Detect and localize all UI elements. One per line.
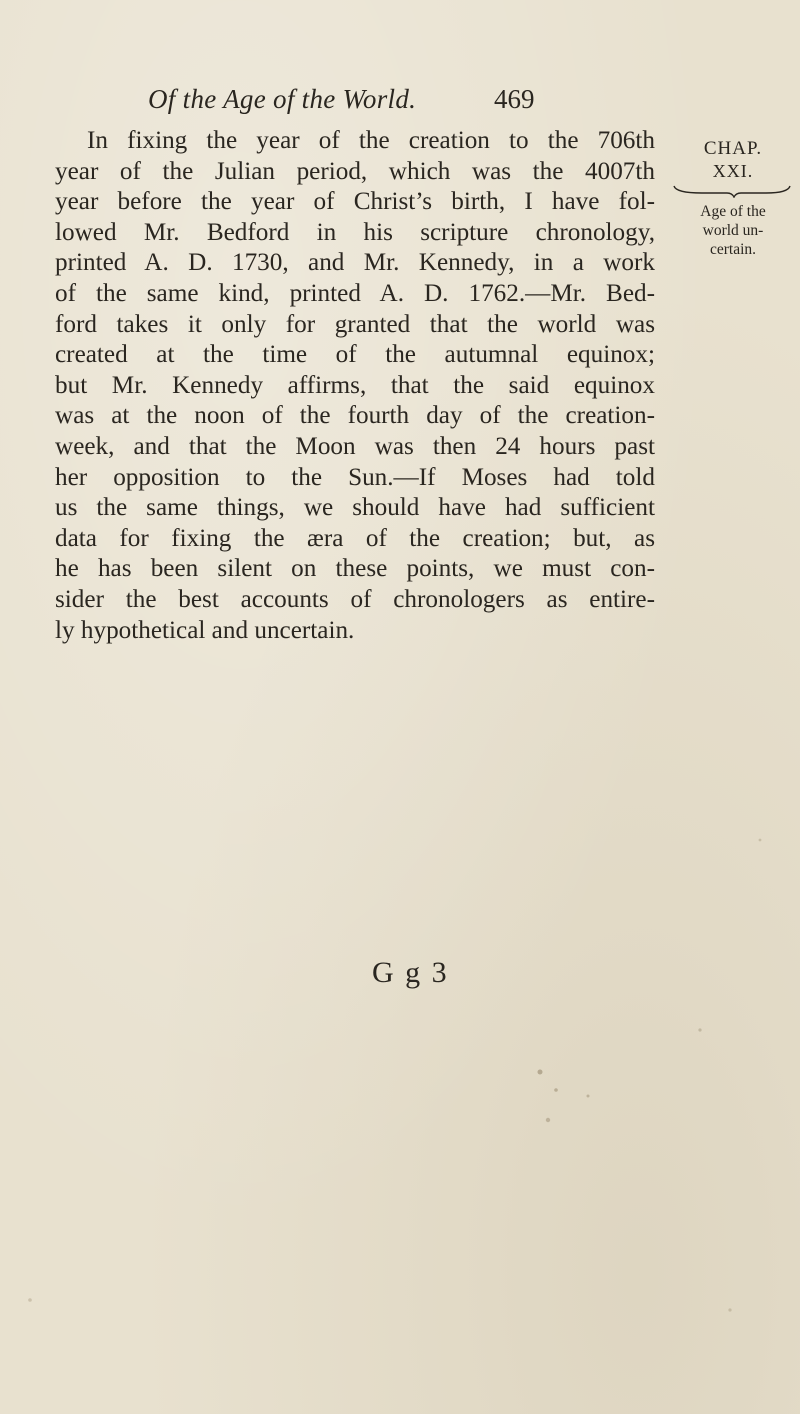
text-line: ford takes it only for granted that the world was	[55, 310, 655, 338]
text-line: ly hypothetical and uncertain.	[55, 616, 355, 644]
chapter-label: CHAP.	[703, 138, 763, 159]
signature-mark: G g 3	[372, 956, 449, 989]
running-title: Of the Age of the World.	[148, 84, 417, 114]
text-line: but Mr. Kennedy affirms, that the said equinox	[55, 371, 655, 399]
text-line: In fixing the year of the creation to the 706th	[87, 127, 655, 154]
note-line: Age of the	[700, 203, 766, 220]
text-line: created at the time of the autumnal equinox;	[55, 341, 655, 369]
chapter-number: XXI.	[712, 161, 754, 181]
note-line: world un-	[702, 222, 764, 239]
text-line: week, and that the Moon was then 24 hours past	[55, 432, 655, 460]
text-line: was at the noon of the fourth day of the creation-	[55, 402, 655, 430]
text-line: year of the Julian period, which was the 4007th	[55, 157, 655, 185]
text-line: us the same things, we should have had sufficient	[55, 494, 655, 522]
text-line: data for fixing the æra of the creation; but, as	[55, 524, 655, 552]
page-number: 469	[494, 84, 535, 114]
text-line: year before the year of Christ’s birth, I have fol-	[55, 188, 655, 216]
text-line: he has been silent on these points, we must con-	[55, 555, 655, 583]
text-line: her opposition to the Sun.—If Moses had told	[55, 463, 655, 491]
note-line: certain.	[709, 241, 757, 258]
text-line: of the same kind, printed A. D. 1762.—Mr. Bed-	[55, 279, 655, 307]
text-line: lowed Mr. Bedford in his scripture chronology,	[55, 218, 655, 246]
text-line: printed A. D. 1730, and Mr. Kennedy, in a work	[55, 249, 655, 277]
text-line: sider the best accounts of chronologers as entire-	[55, 585, 655, 613]
